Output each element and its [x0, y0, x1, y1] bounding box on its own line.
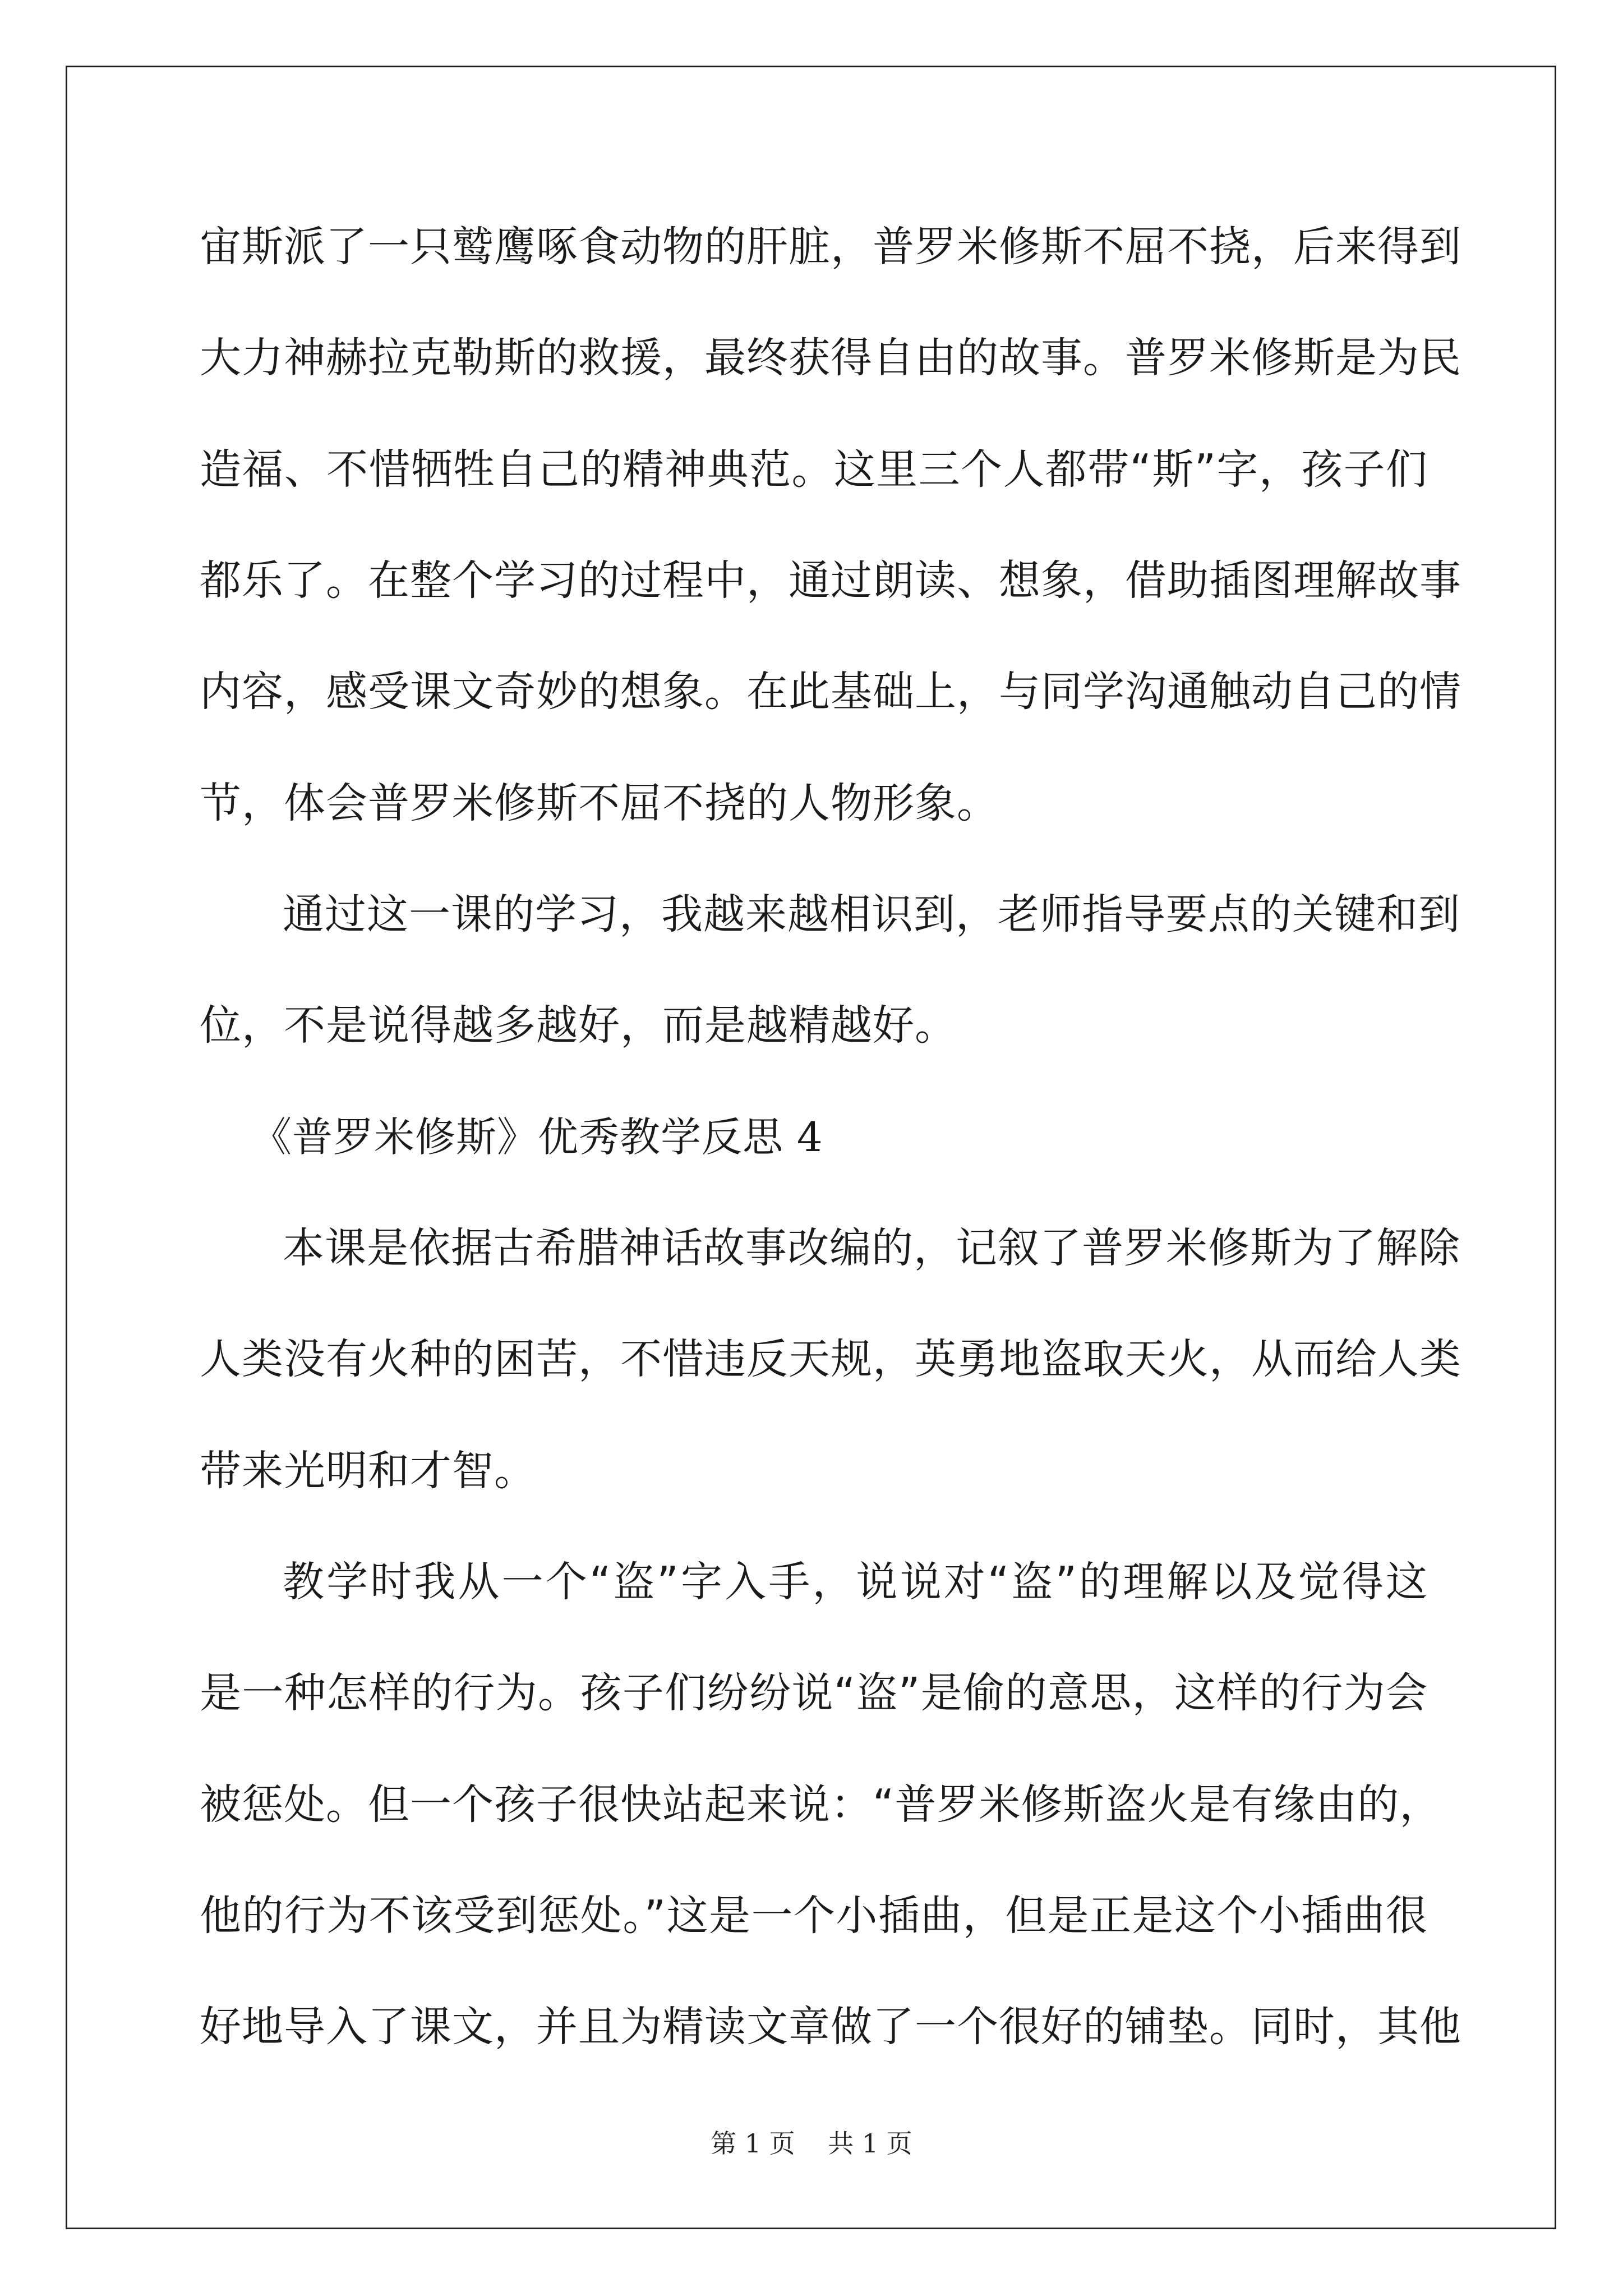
text-line: 被惩处。但一个孩子很快站起来说：“普罗米修斯盗火是有缘由的，	[200, 1780, 1442, 1829]
page-number-footer: 第 1 页 共 1 页	[711, 2128, 912, 2159]
text-line: 带来光明和才智。	[200, 1447, 536, 1495]
paragraph-first-line: 本课是依据古希腊神话故事改编的，记叙了普罗米修斯为了解除	[283, 1224, 1460, 1272]
text-line: 位，不是说得越多越好，而是越精越好。	[200, 1001, 957, 1050]
text-line: 人类没有火种的困苦，不惜违反天规，英勇地盗取天火，从而给人类	[200, 1335, 1461, 1383]
text-line: 宙斯派了一只鹫鹰啄食动物的肝脏，普罗米修斯不屈不挠，后来得到	[200, 223, 1461, 271]
text-line: 节，体会普罗米修斯不屈不挠的人物形象。	[200, 779, 999, 827]
paragraph-first-line: 通过这一课的学习，我越来越相识到，老师指导要点的关键和到	[283, 890, 1460, 938]
section-heading: 《普罗米修斯》优秀教学反思 4	[251, 1114, 823, 1161]
text-line: 是一种怎样的行为。孩子们纷纷说“盗”是偷的意思，这样的行为会	[200, 1669, 1428, 1717]
paragraph-first-line: 教学时我从一个“盗”字入手，说说对“盗”的理解以及觉得这	[283, 1558, 1428, 1606]
text-line: 大力神赫拉克勒斯的救援，最终获得自由的故事。普罗米修斯是为民	[200, 334, 1461, 382]
text-line: 好地导入了课文，并且为精读文章做了一个很好的铺垫。同时，其他	[200, 2003, 1461, 2051]
text-line: 内容，感受课文奇妙的想象。在此基础上，与同学沟通触动自己的情	[200, 668, 1461, 716]
text-line: 他的行为不该受到惩处。”这是一个小插曲，但是正是这个小插曲很	[200, 1892, 1428, 1940]
text-line: 造福、不惜牺牲自己的精神典范。这里三个人都带“斯”字，孩子们	[200, 445, 1428, 494]
text-line: 都乐了。在整个学习的过程中，通过朗读、想象，借助插图理解故事	[200, 556, 1461, 605]
